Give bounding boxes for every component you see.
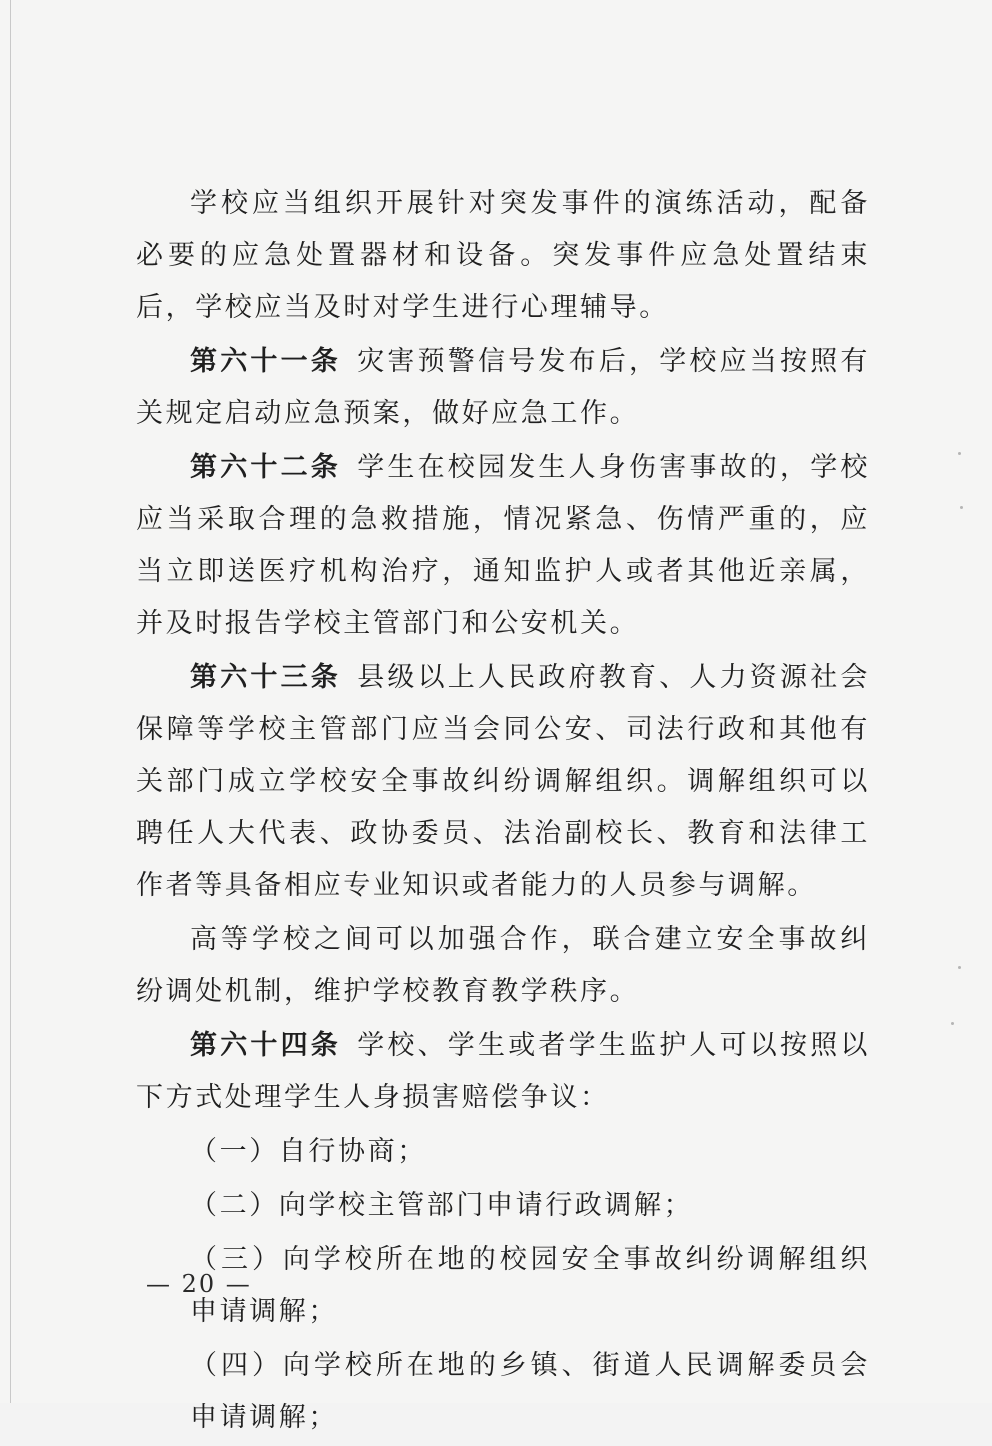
article-text: 学校、学生或者学生监护人可以按照以下方式处理学生人身损害赔偿争议：: [136, 1030, 871, 1113]
article-61: [136, 336, 870, 440]
article-number: 第六十三条: [190, 662, 342, 693]
document-body: [136, 178, 870, 1446]
article-number: 第六十四条: [190, 1030, 342, 1061]
paragraph-drill: 学校应当组织开展针对突发事件的演练活动，配备必要的应急处置器材和设备。突发事件应急处置结束后，学校应当及时对学生进行心理辅导。: [136, 188, 870, 323]
article-number: 第六十一条: [190, 346, 342, 377]
article-number: 第六十二条: [190, 452, 342, 483]
article-64: [136, 1020, 870, 1124]
article-63: [136, 652, 870, 912]
list-item: （三）向学校所在地的校园安全事故纠纷调解组织申请调解；: [190, 1244, 870, 1327]
scan-speck: [951, 1022, 954, 1025]
paragraph-higher-education: 高等学校之间可以加强合作，联合建立安全事故纠纷调处机制，维护学校教育教学秩序。: [136, 924, 870, 1007]
article-text: 县级以上人民政府教育、人力资源社会保障等学校主管部门应当会同公安、司法行政和其他有关部门成立学校安全事故纠纷调解组织。调解组织可以聘任人大代表、政协委员、法治副校长、教育和法律工作者等具备相应专业知识或者能力的人员参与调解。: [136, 662, 871, 901]
list-item: （一）自行协商；: [190, 1136, 427, 1167]
scan-speck: [960, 506, 963, 509]
list-item: （二）向学校主管部门申请行政调解；: [190, 1190, 694, 1221]
article-62: [136, 442, 870, 650]
article-text: 学生在校园发生人身伤害事故的，学校应当采取合理的急救措施，情况紧急、伤情严重的，应当立即送医疗机构治疗，通知监护人或者其他近亲属，并及时报告学校主管部门和公安机关。: [136, 452, 871, 639]
article-text: 灾害预警信号发布后，学校应当按照有关规定启动应急预案，做好应急工作。: [136, 346, 871, 429]
page-edge-line: [10, 0, 11, 1403]
page-number: — 20 —: [146, 1270, 252, 1298]
list-item: （四）向学校所在地的乡镇、街道人民调解委员会申请调解；: [190, 1350, 870, 1433]
scan-speck: [958, 966, 961, 969]
scan-speck: [958, 452, 961, 455]
